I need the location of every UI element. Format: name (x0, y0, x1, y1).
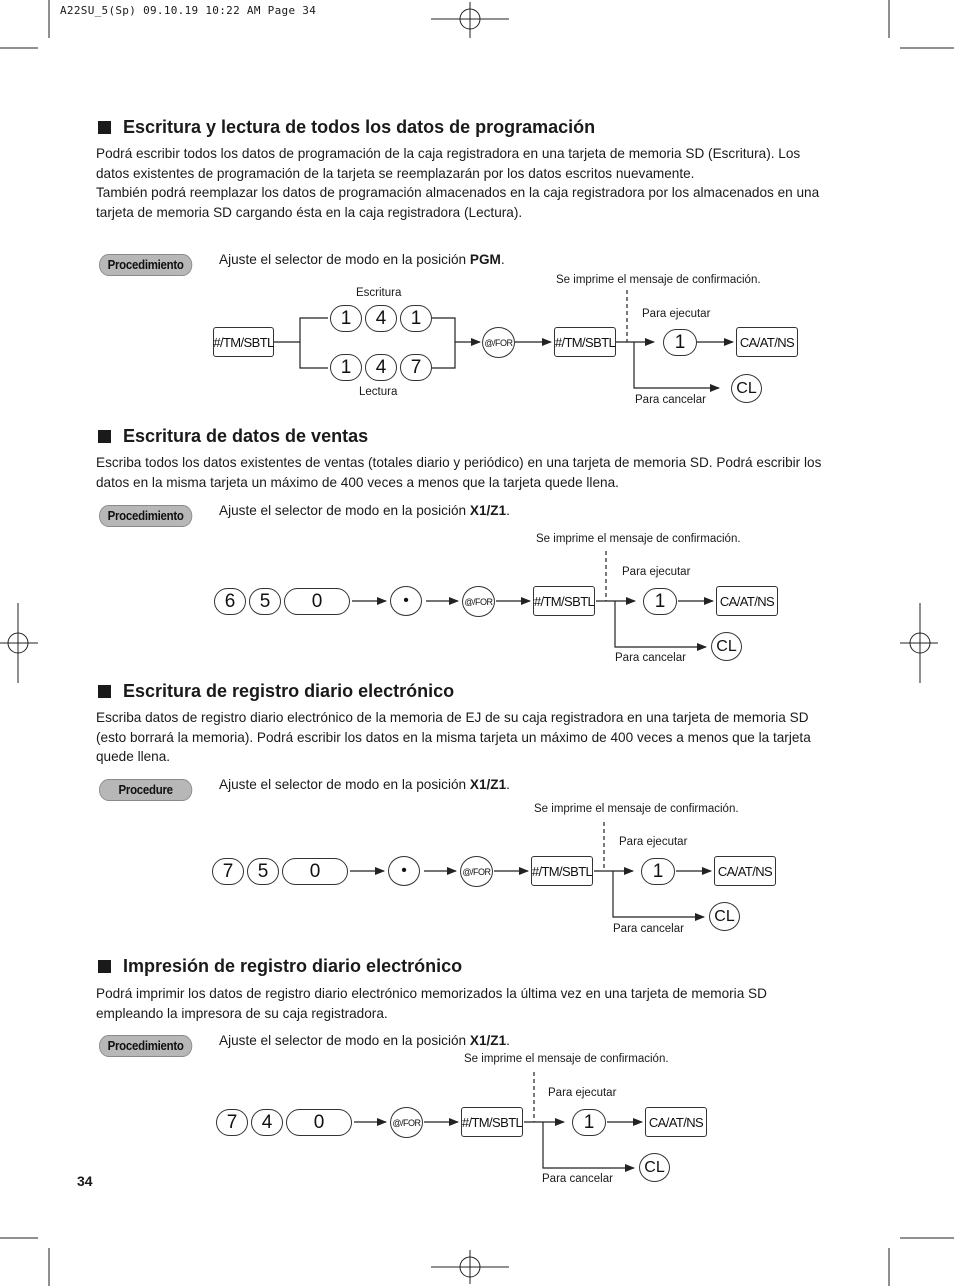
key-6[interactable]: 6 (214, 588, 246, 615)
execute-note: Para ejecutar (622, 566, 691, 578)
ca-at-ns-key[interactable]: CA/AT/NS (736, 327, 798, 357)
decimal-point-key[interactable]: • (388, 856, 420, 886)
at-for-key[interactable]: @/FOR (390, 1107, 423, 1138)
square-bullet-icon (98, 430, 111, 443)
tm-sbtl-key[interactable]: #/TM/SBTL (554, 327, 616, 357)
label-read: Lectura (359, 386, 398, 398)
key-4[interactable]: 4 (365, 354, 397, 381)
cl-key[interactable]: CL (711, 632, 742, 661)
at-for-key[interactable]: @/FOR (462, 586, 495, 617)
key-1[interactable]: 1 (330, 354, 362, 381)
key-5[interactable]: 5 (249, 588, 281, 615)
label-write: Escritura (356, 287, 402, 299)
decimal-point-key[interactable]: • (390, 586, 422, 616)
section-heading: Escritura y lectura de todos los datos de programación (98, 117, 595, 138)
mode-instruction: Ajuste el selector de modo en la posición X1/Z1. (219, 777, 510, 792)
procedure-badge: Procedure (99, 779, 192, 801)
execute-note: Para ejecutar (548, 1087, 617, 1099)
key-5[interactable]: 5 (247, 858, 279, 885)
mode-instruction: Ajuste el selector de modo en la posición X1/Z1. (219, 1033, 510, 1048)
cancel-note: Para cancelar (542, 1173, 613, 1185)
square-bullet-icon (98, 121, 111, 134)
confirm-note: Se imprime el mensaje de confirmación. (536, 533, 741, 545)
procedure-badge: Procedimiento (99, 1035, 192, 1057)
key-7[interactable]: 7 (216, 1109, 248, 1136)
ca-at-ns-key[interactable]: CA/AT/NS (716, 586, 778, 616)
section-body: Escriba todos los datos existentes de ventas (totales diario y periódico) en una tarjeta de memoria SD. Podrá escribir los datos en la misma tarjeta un máximo de 400 veces a menos que la tarjeta quede llena. (96, 455, 822, 490)
mode-instruction: Ajuste el selector de modo en la posición X1/Z1. (219, 503, 510, 518)
execute-note: Para ejecutar (642, 308, 711, 320)
page-number: 34 (77, 1173, 93, 1189)
key-1[interactable]: 1 (641, 858, 675, 885)
section-body: Podrá escribir todos los datos de programación de la caja registradora en una tarjeta de memoria SD (Escritura). Los datos existentes de programación de la tarjeta se reemplazarán por los datos escritos nuevamente. También podrá reemplazar los datos de programación almacenados en la caja registradora por los almacenados en una tarjeta de memoria SD cargando ésta en la caja registradora (Lectura). (96, 146, 820, 220)
tm-sbtl-key[interactable]: #/TM/SBTL (461, 1107, 523, 1137)
execute-note: Para ejecutar (619, 836, 688, 848)
confirm-note: Se imprime el mensaje de confirmación. (534, 803, 739, 815)
tm-sbtl-key[interactable]: #/TM/SBTL (531, 856, 593, 886)
section-heading: Impresión de registro diario electrónico (98, 956, 462, 977)
tm-sbtl-key[interactable]: #/TM/SBTL (533, 586, 595, 616)
square-bullet-icon (98, 960, 111, 973)
cancel-note: Para cancelar (615, 652, 686, 664)
key-1[interactable]: 1 (400, 305, 432, 332)
key-4[interactable]: 4 (365, 305, 397, 332)
cancel-note: Para cancelar (613, 923, 684, 935)
at-for-key[interactable]: @/FOR (482, 327, 515, 358)
section-body: Podrá imprimir los datos de registro diario electrónico memorizados la última vez en una tarjeta de memoria SD empleando la impresora de su caja registradora. (96, 986, 767, 1021)
cancel-note: Para cancelar (635, 394, 706, 406)
key-4[interactable]: 4 (251, 1109, 283, 1136)
key-0[interactable]: 0 (284, 588, 350, 615)
key-0[interactable]: 0 (286, 1109, 352, 1136)
cl-key[interactable]: CL (731, 374, 762, 403)
print-slug: A22SU_5(Sp) 09.10.19 10:22 AM Page 34 (60, 4, 317, 17)
key-1[interactable]: 1 (643, 588, 677, 615)
square-bullet-icon (98, 685, 111, 698)
procedure-badge: Procedimiento (99, 254, 192, 276)
mode-instruction: Ajuste el selector de modo en la posición PGM. (219, 252, 505, 267)
key-0[interactable]: 0 (282, 858, 348, 885)
key-1[interactable]: 1 (663, 329, 697, 356)
tm-sbtl-key[interactable]: #/TM/SBTL (213, 327, 274, 357)
ca-at-ns-key[interactable]: CA/AT/NS (714, 856, 776, 886)
section-body: Escriba datos de registro diario electrónico de la memoria de EJ de su caja registradora en una tarjeta de memoria SD (esto borrará la memoria). Podrá escribir los datos en la misma tarjeta un máximo de 400 veces a menos que la tarjeta quede llena. (96, 710, 811, 764)
key-7[interactable]: 7 (212, 858, 244, 885)
at-for-key[interactable]: @/FOR (460, 856, 493, 887)
section-heading: Escritura de datos de ventas (98, 426, 368, 447)
cl-key[interactable]: CL (639, 1153, 670, 1182)
procedure-badge: Procedimiento (99, 505, 192, 527)
confirm-note: Se imprime el mensaje de confirmación. (464, 1053, 669, 1065)
ca-at-ns-key[interactable]: CA/AT/NS (645, 1107, 707, 1137)
section-heading: Escritura de registro diario electrónico (98, 681, 454, 702)
cl-key[interactable]: CL (709, 902, 740, 931)
key-1[interactable]: 1 (572, 1109, 606, 1136)
key-1[interactable]: 1 (330, 305, 362, 332)
key-7[interactable]: 7 (400, 354, 432, 381)
confirm-note: Se imprime el mensaje de confirmación. (556, 274, 761, 286)
